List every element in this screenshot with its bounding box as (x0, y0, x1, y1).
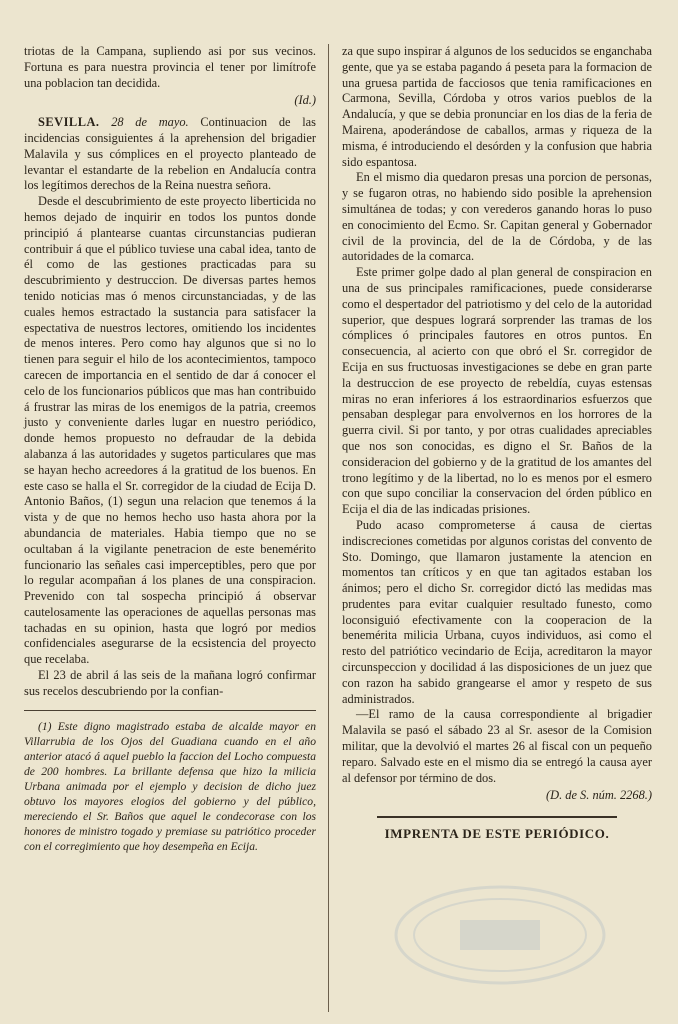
intro-text: Continuacion de las incidencias consiguientes á la aprehension del brigadier Malavila y sus cómplices en el proyecto planteado de levantar el estandarte de la rebelion en Andalucía contra los legítimos derechos de la Reina nuestra señora. (24, 115, 316, 193)
imprint-line: IMPRENTA DE ESTE PERIÓDICO. (384, 826, 610, 842)
left-source-attribution: (Id.) (294, 93, 316, 108)
sevilla-article-intro (24, 115, 316, 194)
imprint-divider (377, 816, 617, 818)
column-divider (328, 44, 329, 1012)
left-paragraph-continuation: triotas de la Campana, supliendo asi por sus vecinos. Fortuna es para nuestra provincia el tener por limítrofe una poblacion tan decidida. (24, 44, 316, 90)
right-source-attribution: (D. de S. núm. 2268.) (546, 788, 652, 803)
left-paragraph-discovery: Desde el descubrimiento de este proyecto liberticida no hemos dejado de inquirir en todos los puntos donde principió á plantearse cuantas circunstancias pudieran contribuir á que el público tuviese una cabal idea, tanto de él como de las gestiones practicadas para su descubrimiento y destruccion. De diversas partes hemos tenido noticias mas ó menos circunstanciadas, y de las cuales hemos estractado la sustancia para satisfacer la espectativa de nuestros lectores, omitiendo los incidentes de menos interes. Pero como hay algunos que si no lo tienen para seguir el hilo de los acontecimientos, tampoco carecen de importancia en el sentido de dar á conocer el celo de los funcionarios públicos que mas han contribuido á frustrar las miras de los enemigos de la patria, creemos justo y conveniente darles lugar en nuestro periódico, donde hemos propuesto no defraudar de la debida alabanza á las autoridades y sugetos particulares que mas se hayan hecho acreedores á la gratitud de los buenos. En este caso se halla el Sr. corregidor de la ciudad de Ecija D. Antonio Baños, (1) segun una relacion que tenemos á la vista y de que no hemos hecho uso hasta ahora por la abundancia de materiales. Habia tiempo que no se ocultaban á la vigilante penetracion de este benemérito funcionario las señales casi imperceptibles, pero que por lo regular acompañan á los planes de una conspiracion. Prevenido con tal sospecha principió á observar cautelosamente las operaciones de aquellas personas mas tachadas en su opinion, hasta que logró por medios confidenciales asegurarse de la ecsistencia del proyecto que recelaba. (24, 194, 316, 667)
footnote-divider (24, 710, 316, 711)
dateline-city: SEVILLA. (38, 115, 100, 130)
left-column (24, 44, 316, 854)
right-paragraph-conspiracy: Este primer golpe dado al plan general de conspiracion en una de sus principales ramificaciones, puede considerarse como el despertador del patriotismo y del celo de la autoridad superior, que despues logrará sorprender las tramas de los cómplices ó principales fautores en otros puntos. En consecuencia, al acierto con que obró el Sr. corregidor de Ecija en sus fructuosas investigaciones se debe en gran parte la destruccion de ese proyecto de rebeldía, cuyas estensas miras no eran inferiores á los estraordinarios esfuerzos que pensaban desplegar para envolvernos en los horrores de la guerra civil. Si por tanto, y por otras cualidades apreciables que nos son conocidas, es digno el Sr. Baños de la consideracion del gobierno y de la gratitud de los amantes del trono legítimo y de la libertad, no lo es menos por el esmero con que supo conciliar la conservacion del órden público en Ecija el dia de las indicadas prisiones. (342, 265, 652, 517)
right-paragraph-continuation: za que supo inspirar á algunos de los seducidos se enganchaba gente, que ya se estaba pagando á peseta para la formacion de una gruesa partida de facciosos que tenia ramificaciones en Carmona, Sevilla, Córdoba y otros varios pueblos de la Andalucía, y que se debia pronunciar en los dias de la feria de Mairena, apoderándose de caballos, armas y riqueza de la misma, é introduciendo el desórden y la confusion que habria sido espantosa. (342, 44, 652, 169)
right-paragraph-arrests: En el mismo dia quedaron presas una porcion de personas, y se fugaron otras, no habiendo sido posible la aprehension simultánea de todas; y con verederos ganando horas lo puso en conocimiento del Ecmo. Sr. Capitan general y Gobernador civil de la provincia, del de la de Córdoba, y de las autoridades de la comarca. (342, 170, 652, 264)
library-watermark-icon (390, 880, 610, 990)
right-column (342, 44, 652, 842)
dateline-date: 28 de mayo. (111, 115, 189, 130)
right-paragraph-convent: Pudo acaso comprometerse á causa de ciertas indiscreciones cometidas por algunos coristas del convento de Sto. Domingo, que llamaron justamente la atencion en momentos tan críticos y en que tan agitados estaban los ánimos; pero el dicho Sr. corregidor dictó las medidas mas prudentes para evitar cualquier resultado funesto, como loconsiguió efectivamente con la cooperacion de la benemérita milicia Urbana, cuyos individuos, asi como el resto del patriótico vecindario de Ecija, acreditaron la mayor circunspeccion y docilidad á las disposiciones de un juez que con razon ha sabido grangearse el amor y respeto de sus administrados. (342, 517, 652, 706)
right-paragraph-malavila-case: —El ramo de la causa correspondiente al brigadier Malavila se pasó el sábado 23 al Sr. asesor de la Comision militar, que la devolvió el martes 26 al fiscal con un pequeño reparo. Salvado este en el mismo dia se entregó la causa ayer al defensor por término de dos. (342, 707, 652, 785)
left-paragraph-april: El 23 de abril á las seis de la mañana logró confirmar sus recelos descubriendo por la confian- (24, 668, 316, 698)
footnote-text: (1) Este digno magistrado estaba de alcalde mayor en Villarrubia de los Ojos del Guadiana cuando en el año anterior atacó á aquel pueblo la faccion del Locho compuesta de 200 hombres. La brillante defensa que hizo la milicia Urbana animada por el ejemplo y decision de dicho juez obtuvo los mayores elogios del gobierno y del público, mereciendo el Sr. Baños que aquel le condecorase con los honores de ministro togado y premiase su patriótico proceder con el corregimiento que hoy desempeña en Ecija. (24, 719, 316, 853)
